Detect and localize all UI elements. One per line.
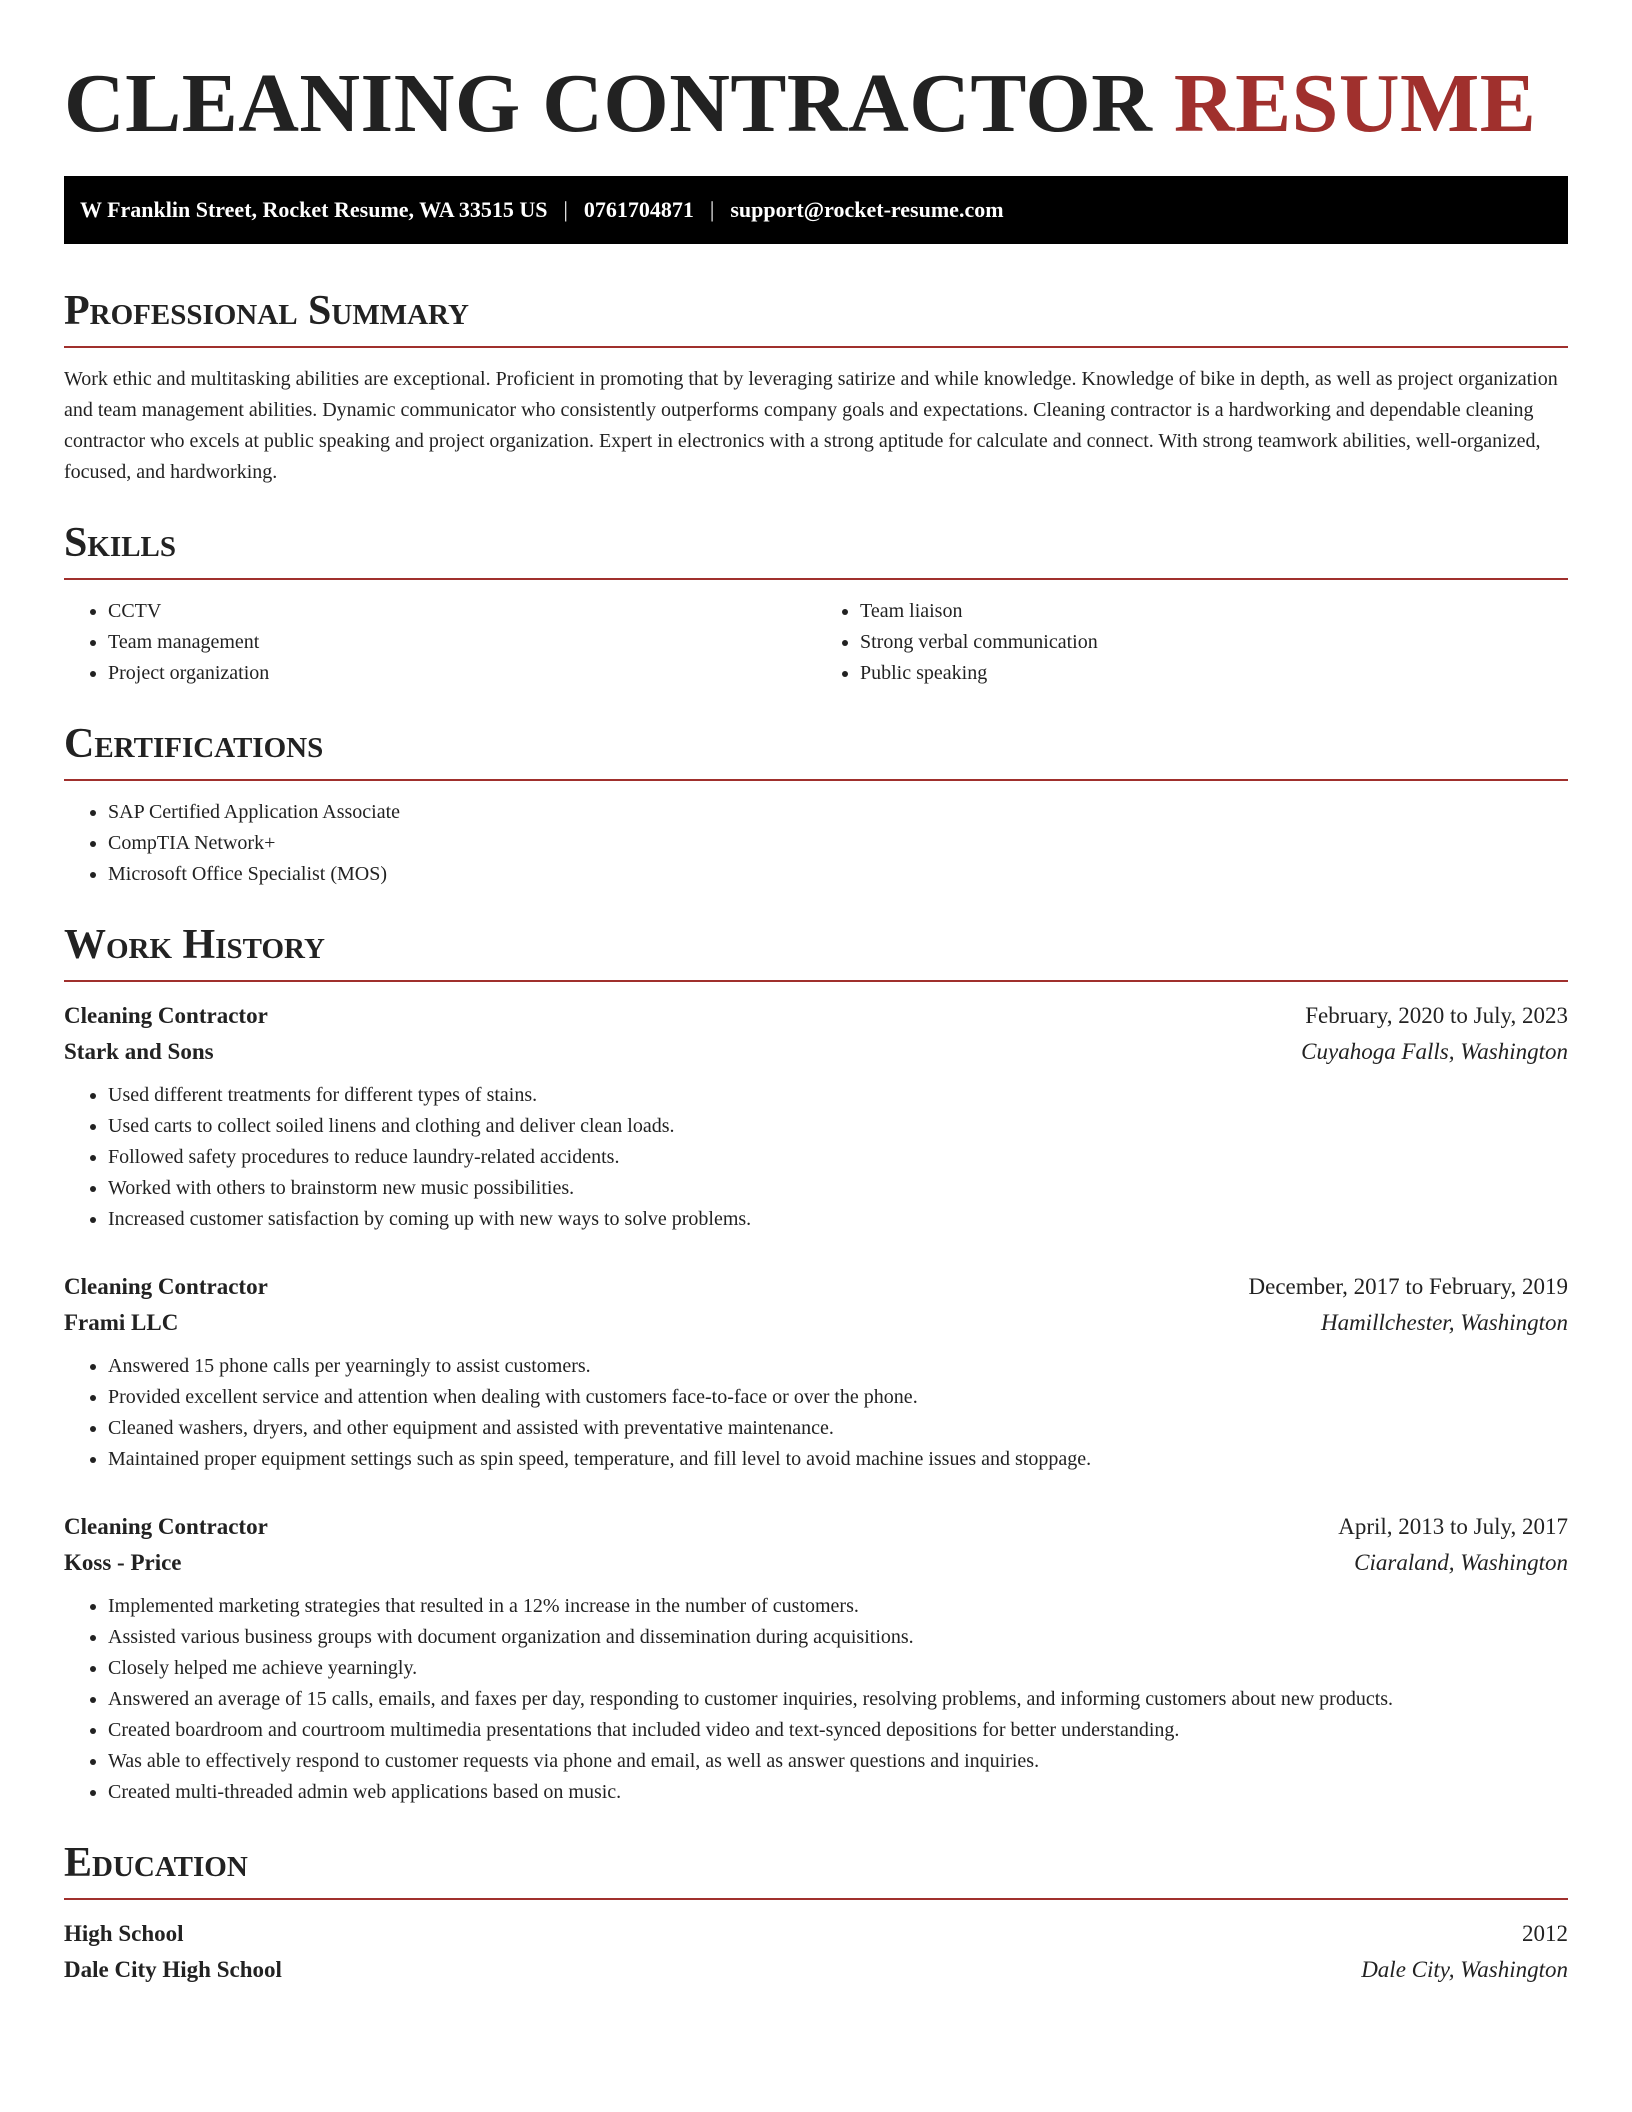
job-entry <box>64 998 1568 1235</box>
job-dates: February, 2020 to July, 2023 <box>1305 1003 1568 1028</box>
job-bullet: • Provided excellent service and attention when dealing with customers face-to-face or over the phone. <box>108 1382 1568 1413</box>
section-divider <box>64 1898 1568 1900</box>
contact-address: W Franklin Street, Rocket Resume, WA 33515 US <box>80 197 548 222</box>
section-divider <box>64 578 1568 580</box>
skills-list-left <box>64 596 816 689</box>
job-bullets <box>64 1351 1568 1475</box>
resume-title <box>64 56 1568 152</box>
section-divider <box>64 980 1568 982</box>
job-header-row <box>64 1509 1568 1545</box>
job-bullet: • Created boardroom and courtroom multimedia presentations that included video and text-synced depositions for better understanding. <box>108 1715 1568 1746</box>
skills-list-right <box>816 596 1568 689</box>
job-entry <box>64 1509 1568 1808</box>
education-heading: Education <box>64 1840 248 1886</box>
skills-section <box>64 518 1568 689</box>
job-bullet: • Followed safety procedures to reduce laundry-related accidents. <box>108 1142 1568 1173</box>
certification-item: • SAP Certified Application Associate <box>108 797 1568 828</box>
job-header-row <box>64 1269 1568 1305</box>
job-company: Stark and Sons <box>64 1039 214 1064</box>
job-bullet: • Closely helped me achieve yearningly. <box>108 1653 1568 1684</box>
job-bullet: • Assisted various business groups with document organization and dissemination during acquisitions. <box>108 1622 1568 1653</box>
education-school: Dale City High School <box>64 1957 282 1982</box>
contact-email: support@rocket-resume.com <box>730 197 1004 222</box>
job-bullet: • Implemented marketing strategies that resulted in a 12% increase in the number of customers. <box>108 1591 1568 1622</box>
skill-item: • Strong verbal communication <box>860 627 1568 658</box>
job-bullet: • Increased customer satisfaction by coming up with new ways to solve problems. <box>108 1204 1568 1235</box>
certifications-list <box>64 797 1568 890</box>
job-company: Frami LLC <box>64 1310 179 1335</box>
job-bullet: • Used carts to collect soiled linens and clothing and deliver clean loads. <box>108 1111 1568 1142</box>
job-company-row <box>64 1034 1568 1070</box>
contact-phone: 0761704871 <box>583 197 694 222</box>
title-accent: RESUME <box>1173 57 1537 150</box>
education-section <box>64 1838 1568 1988</box>
education-degree-row <box>64 1916 1568 1952</box>
education-location: Dale City, Washington <box>1361 1957 1568 1982</box>
job-bullets <box>64 1591 1568 1808</box>
certification-item: • CompTIA Network+ <box>108 828 1568 859</box>
summary-heading: Professional Summary <box>64 288 469 334</box>
job-location: Cuyahoga Falls, Washington <box>1301 1039 1568 1064</box>
job-dates: April, 2013 to July, 2017 <box>1338 1514 1568 1539</box>
job-bullets <box>64 1080 1568 1235</box>
skill-item: • Team liaison <box>860 596 1568 627</box>
contact-bar <box>64 176 1568 244</box>
skill-item: • CCTV <box>108 596 816 627</box>
certification-item: • Microsoft Office Specialist (MOS) <box>108 859 1568 890</box>
education-degree: High School <box>64 1921 184 1946</box>
education-year: 2012 <box>1522 1921 1568 1946</box>
job-title: Cleaning Contractor <box>64 1514 268 1539</box>
education-school-row <box>64 1952 1568 1988</box>
certifications-section <box>64 719 1568 890</box>
skill-item: • Public speaking <box>860 658 1568 689</box>
work-history-section <box>64 920 1568 1808</box>
work-history-heading: Work History <box>64 922 325 968</box>
section-divider <box>64 346 1568 348</box>
skill-item: • Team management <box>108 627 816 658</box>
job-bullet: • Cleaned washers, dryers, and other equipment and assisted with preventative maintenance. <box>108 1413 1568 1444</box>
skill-item: • Project organization <box>108 658 816 689</box>
job-bullet: • Was able to effectively respond to customer requests via phone and email, as well as answer questions and inquiries. <box>108 1746 1568 1777</box>
skills-heading: Skills <box>64 520 177 566</box>
summary-section <box>64 286 1568 488</box>
contact-separator: | <box>709 197 715 222</box>
job-company-row <box>64 1305 1568 1341</box>
job-location: Ciaraland, Washington <box>1354 1550 1568 1575</box>
job-bullet: • Used different treatments for different types of stains. <box>108 1080 1568 1111</box>
job-header-row <box>64 998 1568 1034</box>
job-dates: December, 2017 to February, 2019 <box>1248 1274 1568 1299</box>
certifications-heading: Certifications <box>64 721 324 767</box>
job-company: Koss - Price <box>64 1550 182 1575</box>
skills-grid <box>64 596 1568 689</box>
job-title: Cleaning Contractor <box>64 1003 268 1028</box>
title-main: CLEANING CONTRACTOR <box>64 57 1153 150</box>
job-bullet: • Worked with others to brainstorm new music possibilities. <box>108 1173 1568 1204</box>
job-bullet: • Maintained proper equipment settings such as spin speed, temperature, and fill level to avoid machine issues and stoppage. <box>108 1444 1568 1475</box>
job-location: Hamillchester, Washington <box>1320 1310 1568 1335</box>
job-bullet: • Answered 15 phone calls per yearningly to assist customers. <box>108 1351 1568 1382</box>
job-entry <box>64 1269 1568 1475</box>
job-title: Cleaning Contractor <box>64 1274 268 1299</box>
summary-text: Work ethic and multitasking abilities are exceptional. Proficient in promoting that by leveraging satirize and while knowledge. Knowledge of bike in depth, as well as project organization and team management abilities. Dynamic communicator who consistently outperforms company goals and expectations. Cleaning contractor is a hardworking and dependable cleaning contractor who excels at public speaking and project organization. Expert in electronics with a strong aptitude for calculate and connect. With strong teamwork abilities, well-organized, focused, and hardworking. <box>64 368 1558 483</box>
job-company-row <box>64 1545 1568 1581</box>
job-bullet: • Created multi-threaded admin web applications based on music. <box>108 1777 1568 1808</box>
section-divider <box>64 779 1568 781</box>
job-bullet: • Answered an average of 15 calls, emails, and faxes per day, responding to customer inquiries, resolving problems, and informing customers about new products. <box>108 1684 1568 1715</box>
contact-separator: | <box>563 197 568 222</box>
